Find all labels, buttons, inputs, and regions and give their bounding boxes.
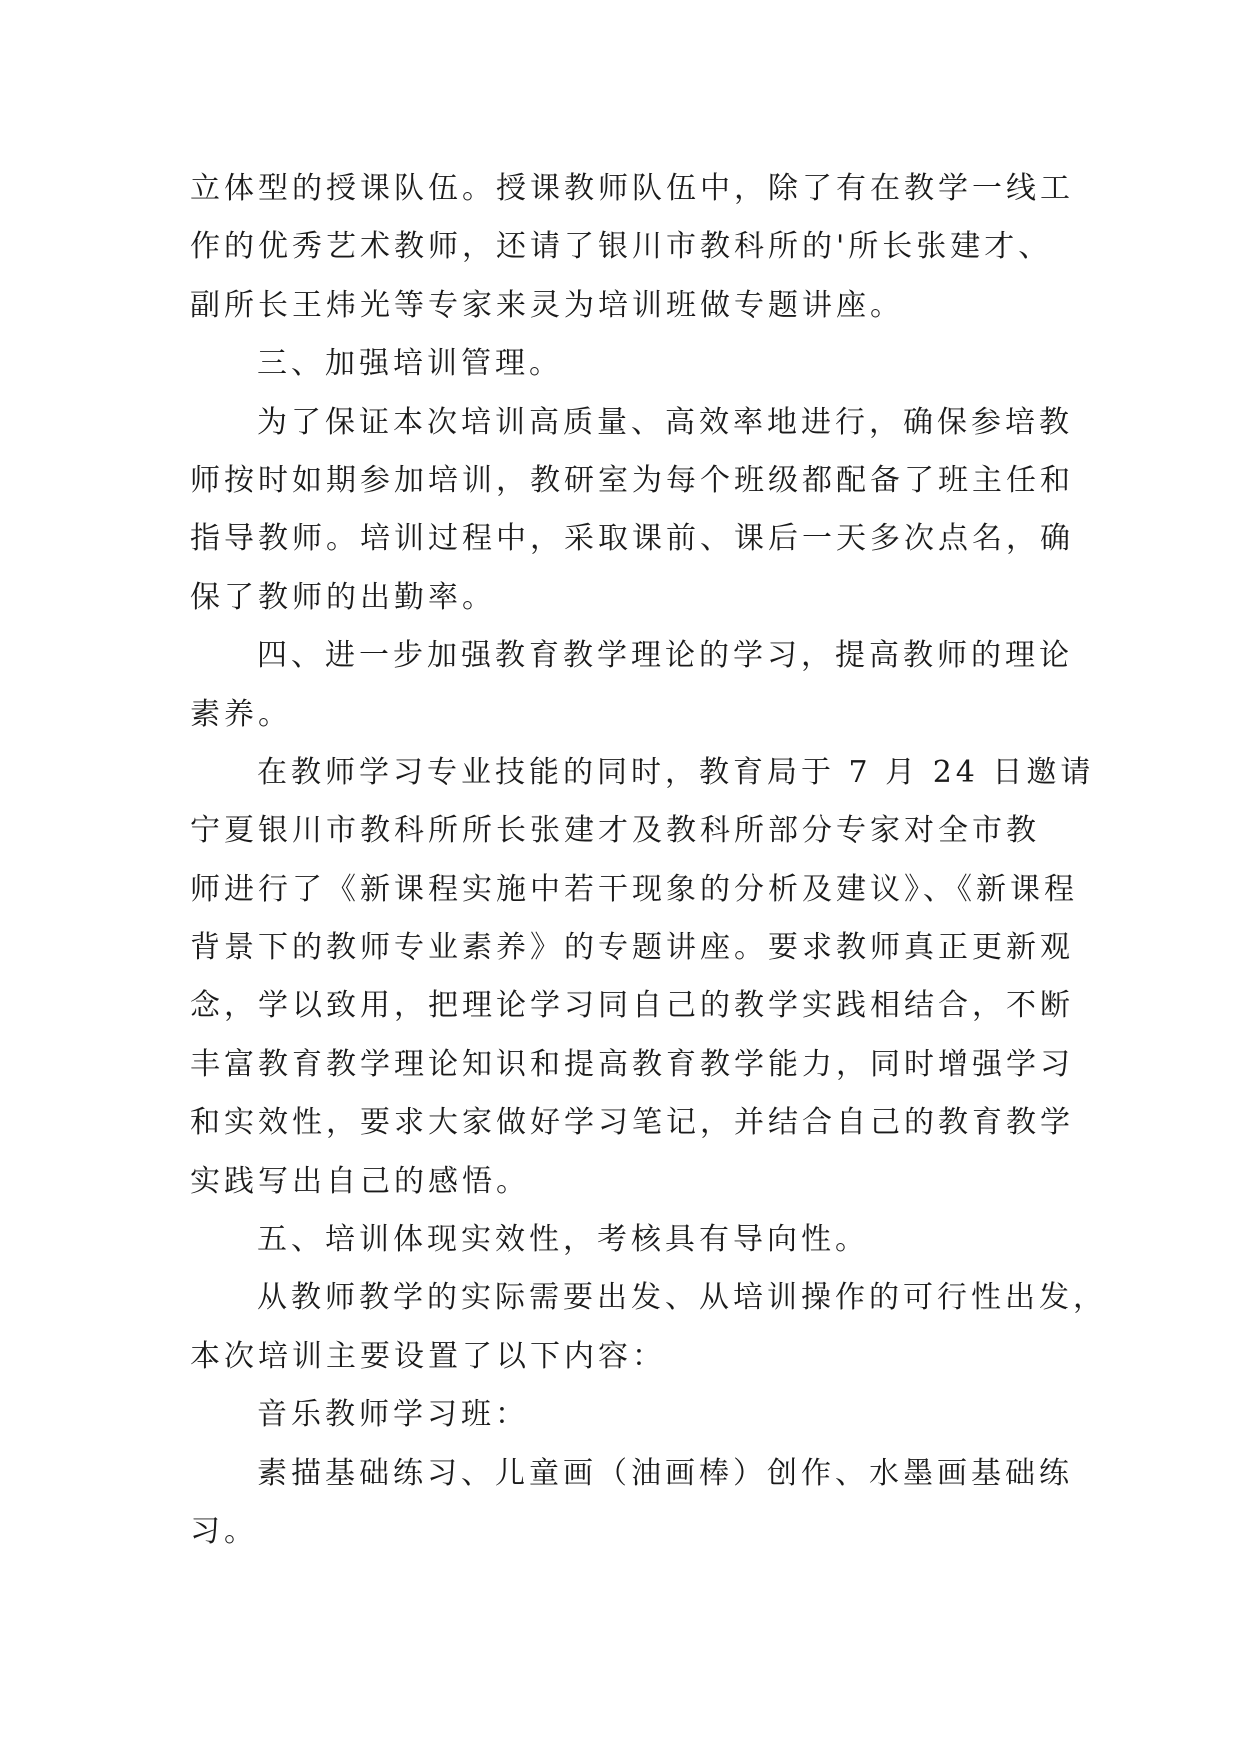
text-line: 保了教师的出勤率。 bbox=[190, 579, 496, 615]
text-line: 念，学以致用，把理论学习同自己的教学实践相结合，不断 bbox=[190, 988, 1074, 1024]
text-line: 师按时如期参加培训，教研室为每个班级都配备了班主任和 bbox=[190, 462, 1074, 498]
text-line: 素养。 bbox=[190, 696, 292, 732]
text-line: 本次培训主要设置了以下内容： bbox=[190, 1338, 666, 1374]
text-line: 从教师教学的实际需要出发、从培训操作的可行性出发， bbox=[257, 1280, 1107, 1316]
text-line: 在教师学习专业技能的同时，教育局于 7 月 24 日邀请 bbox=[257, 754, 1095, 790]
text-line: 师进行了《新课程实施中若干现象的分析及建议》、《新课程 bbox=[190, 871, 1078, 907]
text-line: 指导教师。培训过程中，采取课前、课后一天多次点名，确 bbox=[190, 521, 1074, 557]
class-heading: 音乐教师学习班： bbox=[257, 1397, 529, 1433]
text-line: 副所长王炜光等专家来灵为培训班做专题讲座。 bbox=[190, 287, 904, 323]
text-line: 素描基础练习、儿童画（油画棒）创作、水墨画基础练 bbox=[257, 1455, 1073, 1491]
text-line: 和实效性，要求大家做好学习笔记，并结合自己的教育教学 bbox=[190, 1105, 1074, 1141]
text-line: 作的优秀艺术教师，还请了银川市教科所的'所长张建才、 bbox=[190, 229, 1053, 265]
text-line: 习。 bbox=[190, 1513, 258, 1549]
section-heading: 四、进一步加强教育教学理论的学习，提高教师的理论 bbox=[257, 638, 1073, 674]
text-line: 实践写出自己的感悟。 bbox=[190, 1163, 530, 1199]
document-body bbox=[190, 160, 1107, 1561]
text-line: 背景下的教师专业素养》的专题讲座。要求教师真正更新观 bbox=[190, 930, 1074, 966]
text-line: 宁夏银川市教科所所长张建才及教科所部分专家对全市教 bbox=[190, 813, 1040, 849]
text-line: 立体型的授课队伍。授课教师队伍中，除了有在教学一线工 bbox=[190, 171, 1074, 206]
text-line: 丰富教育教学理论知识和提高教育教学能力，同时增强学习 bbox=[190, 1046, 1074, 1082]
section-heading: 三、加强培训管理。 bbox=[257, 346, 563, 382]
section-heading: 五、培训体现实效性，考核具有导向性。 bbox=[257, 1222, 869, 1258]
text-line: 为了保证本次培训高质量、高效率地进行，确保参培教 bbox=[257, 404, 1073, 440]
